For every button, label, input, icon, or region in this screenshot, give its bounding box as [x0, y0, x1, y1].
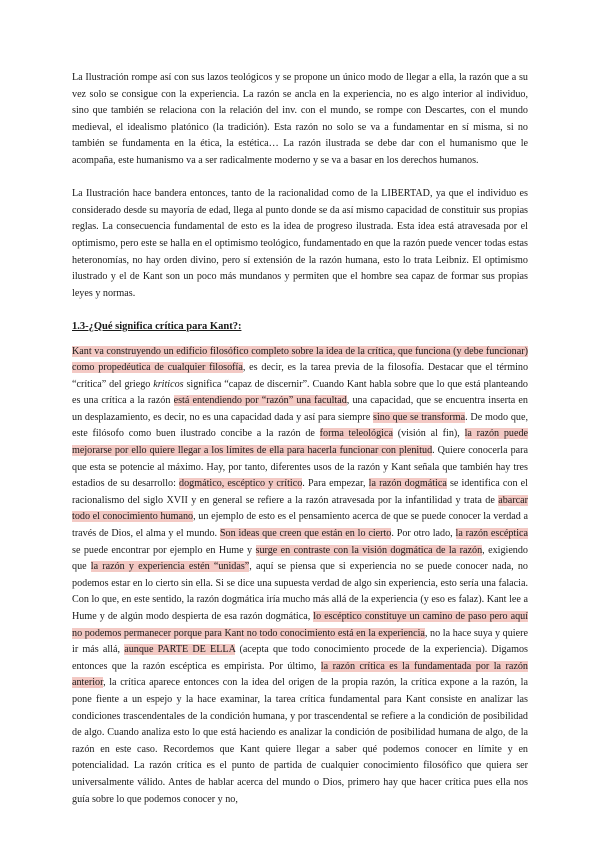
highlight: Son ideas que creen que están en lo cierto: [219, 528, 392, 540]
section-heading: 1.3-¿Qué significa crítica para Kant?:: [72, 320, 242, 332]
highlight: surge en contraste con la visión dogmática de la razón: [255, 544, 483, 556]
highlight: la razón dogmática: [368, 478, 447, 490]
text-run: (acepta que todo conocimiento procede de la experiencia). Digamos entonces que la razón escéptica es empirista. Por último,: [72, 644, 528, 672]
highlight: abarcar todo el conocimiento humano: [72, 494, 528, 523]
paragraph-ilustracion-libertad: La Ilustración hace bandera entonces, tanto de la racionalidad como de la LIBERTAD, ya que el individuo es considerado desde su mayoría de edad, llega al punto donde se da así mismo capacidad de constituir sus propias reglas. La consecuencia fundamental de esto es la idea de progreso ilustrada. Esta idea está atravesada por el optimismo, pero este se halla en el optimismo teológico, fundamentado en que la razón puede vencer todas estas heteronomías, no hay orden divino, pero sí extensión de la razón humana, esto lo trata Leibniz. El optimismo ilustrado y el de Kant son un poco más mundanos y permiten que el hombre sea capaz de formar sus propias leyes y normas.: [72, 188, 528, 299]
text-run: . De modo que, este filósofo como buen ilustrado concibe a la razón de: [72, 411, 528, 440]
highlight: la razón escéptica: [455, 528, 529, 540]
text-run: . Quiere conocerla para que esta se potencie al máximo. Hay, por tanto, diferentes usos de la razón y Kant señala que también hay tres estadios de su desarrollo:: [72, 445, 528, 490]
paragraph-ilustracion-razon: La Ilustración rompe así con sus lazos teológicos y se propone un único modo de llegar a ella, la razón que a su vez solo se consigue con la experiencia. La razón se ancla en la experiencia, no es algo interior al individuo, sino que también se relaciona con la relación del inv. con el mundo, se rompe con Descartes, con el mundo medieval, el idealismo platónico (la tradición). Esta razón no solo se va a fundamentar en sí misma, si no también se fundamenta en la ética, la estética… La razón ilustrada se debe dar con el humanismo que le acompaña, este humanismo va a ser radicalmente moderno y se va a basar en los derechos humanos.: [72, 72, 528, 166]
highlight: la razón crítica es la fundamentada por la razón anterior: [72, 660, 528, 689]
text-run: , la crítica aparece entonces con la idea del origen de la propia razón, la crítica expone a la razón, la pone fiente a un espejo y la hace examinar, la tarea crítica fundamental para Kant consiste en analizar las condiciones trascendentales de la condición humana, y por trascendental se refiere a la condición de posibilidad de algo. Cuando analiza esto lo que está haciendo es analizar la condición de posibilidad humana de algo, de la razón en este caso. Recordemos que Kant quiere llegar a saber qué podemos conocer en límite y en potencialidad. La razón crítica es el punto de partida de cualquier conocimiento filosófico que quiera ser universalmente válido. Antes de hablar acerca del mundo o Dios, primero hay que hacer crítica pues ella nos guía sobre lo que podemos conocer y no,: [72, 677, 528, 805]
highlight: aunque PARTE DE ELLA: [124, 644, 236, 656]
text-run: , exigiendo que: [72, 544, 528, 573]
paragraph-critica-kant: [72, 344, 528, 809]
text-run: , aquí se piensa que si experiencia no se puede conocer nada, no podemos estar en lo cierto sin ella. Si se dice una supuesta verdad de algo sin experiencia, esto sería una falacia. Con lo que, en este sentido, la razón dogmática iría mucho más allá de la experiencia (y eso es falaz). Kant lee a Hume y de algún modo despierta de esa razón dogmática,: [72, 561, 528, 622]
highlight: está entendiendo por “razón” una facultad: [173, 395, 347, 407]
text-run: . Para empezar,: [302, 478, 369, 490]
highlight: Kant va construyendo un edificio filosófico completo sobre la idea de la crítica, que funciona (y debe funcionar) como propedéutica de cualquier filosofía: [72, 345, 528, 374]
text-run: se identifica con el racionalismo del siglo XVII y en general se refiere a la razón atravesada por la infantilidad y trata de: [72, 478, 528, 506]
highlight: la razón puede mejorarse por ello quiere llegar a los límites de ella para hacerla funcionar con plenitud: [72, 428, 529, 457]
highlight: forma teleológica: [319, 428, 393, 440]
text-run: (visión al fin),: [392, 428, 465, 440]
document-page: [72, 70, 528, 808]
text-run: . Por otro lado,: [391, 528, 456, 540]
highlight: sino que se transforma: [373, 411, 466, 423]
text-run: , es decir, es la tarea previa de la filosofía. Destacar que el término “crítica” del griego: [72, 362, 529, 390]
text-run: significa “capaz de discernir”. Cuando Kant habla sobre que lo que está planteando es una crítica a la razón: [72, 378, 528, 407]
highlight: lo escéptico constituye un camino de paso pero aquí no podemos permanecer porque para Kant no todo conocimiento está en la experiencia: [72, 611, 529, 639]
highlight: dogmático, escéptico y crítico: [179, 478, 303, 490]
highlight: la razón y experiencia estén “unidas”: [90, 561, 250, 573]
text-run: , una capacidad, que se encuentra inserta en un desplazamiento, es decir, no es una capacidad dada y así para siempre: [72, 395, 528, 423]
text-run: se puede encontrar por ejemplo en Hume y: [72, 544, 256, 556]
text-run: , un ejemplo de esto es el pensamiento acerca de que se puede conocer la verdad a través de Dios, el alma y el mundo.: [72, 511, 528, 540]
italic-term: kriticos: [153, 378, 184, 390]
text-run: , no la hace suya y quiere ir más allá,: [72, 627, 528, 656]
